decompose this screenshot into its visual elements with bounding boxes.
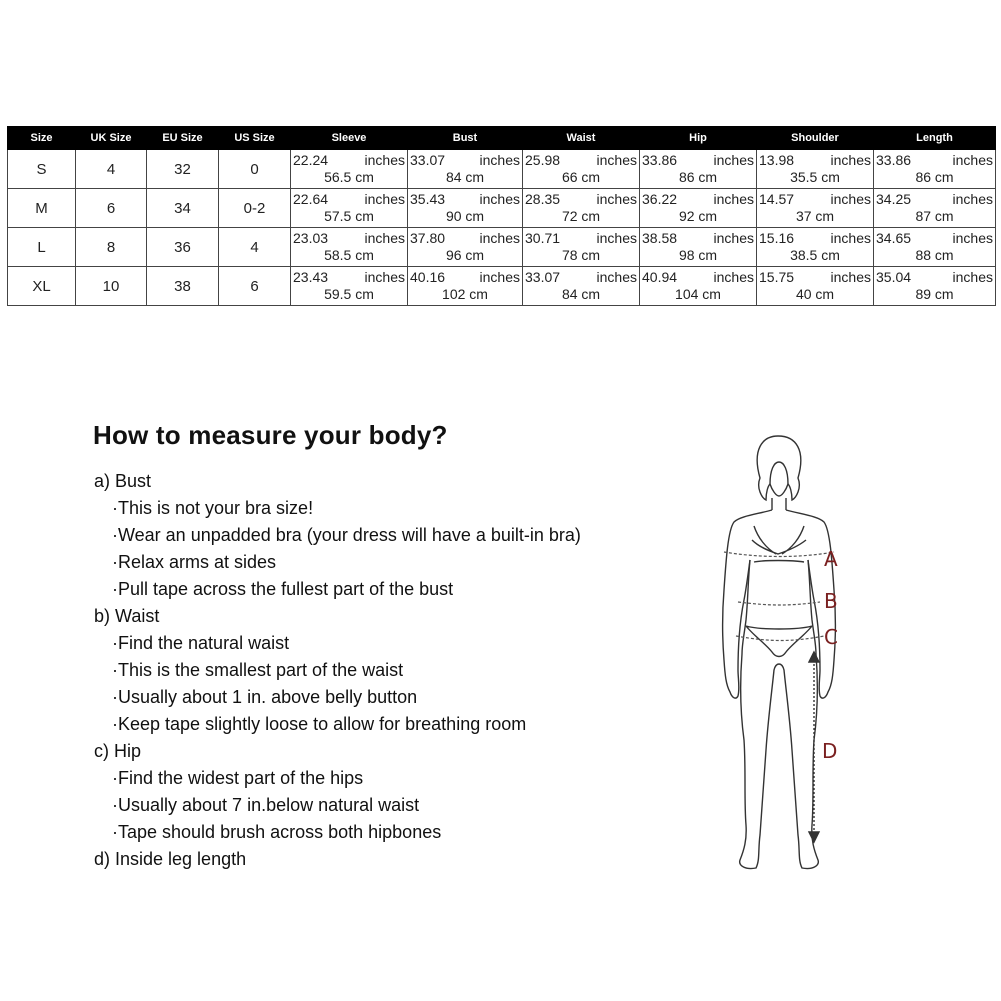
hip-cell [640,267,757,306]
bust-inches: 35.43 inches [410,191,520,207]
guide-item: ·Pull tape across the fullest part of the bust [112,579,454,599]
size-cell: XL [8,267,76,306]
waist-cm: 66 cm [561,169,601,185]
bust-inches: 40.16 inches [410,269,520,285]
sleeve-inches: 23.03 inches [293,230,405,246]
guide-item: ·Wear an unpadded bra (your dress will have a built-in bra) [112,525,581,545]
hip-cell [640,189,757,228]
waist-cell [523,189,640,228]
guide-item: ·This is the smallest part of the waist [112,660,404,680]
table-row [8,267,996,306]
shoulder-inches: 13.98 inches [759,152,871,168]
header-waist: Waist [523,127,640,150]
sleeve-inches: 22.64 inches [293,191,405,207]
sleeve-cell [291,228,408,267]
shoulder-cell [757,150,874,189]
us-cell: 6 [219,267,291,306]
shoulder-cm: 40 cm [795,286,835,302]
guide-section-heading: a) Bust [94,471,152,491]
size-chart-table [7,126,996,306]
waist-inches: 28.35 inches [525,191,637,207]
guide-item: ·Keep tape slightly loose to allow for breathing room [112,714,527,734]
header-size: Size [8,127,76,150]
hip-cm: 86 cm [678,169,718,185]
length-cm: 89 cm [915,286,954,302]
label-d: D [822,739,838,763]
us-cell: 0-2 [219,189,291,228]
hip-cm: 104 cm [675,286,721,302]
bust-cell [408,150,523,189]
uk-cell: 8 [76,228,147,267]
waist-inches: 33.07 inches [525,269,637,285]
header-sleeve: Sleeve [291,127,408,150]
bust-cm: 84 cm [445,169,485,185]
header-hip: Hip [640,127,757,150]
shoulder-inches: 15.16 inches [759,230,871,246]
bust-cm: 102 cm [442,286,488,302]
hip-cell [640,150,757,189]
shoulder-cm: 38.5 cm [790,247,840,263]
sleeve-cm: 59.5 cm [324,286,374,302]
figure-head [757,436,801,500]
waist-cell [523,150,640,189]
shoulder-inches: 14.57 inches [759,191,871,207]
waist-measure-line [738,602,820,605]
shoulder-cm: 37 cm [795,208,835,224]
hip-cell [640,228,757,267]
table-row [8,150,996,189]
hip-inches: 38.58 inches [642,230,754,246]
shoulder-cell [757,267,874,306]
guide-item: ·Usually about 1 in. above belly button [112,687,418,707]
size-cell: M [8,189,76,228]
guide-item: ·Find the natural waist [112,633,290,653]
header-eu-size: EU Size [147,127,219,150]
sleeve-cm: 58.5 cm [324,247,374,263]
waist-inches: 25.98 inches [525,152,637,168]
length-cell [874,267,996,306]
waist-cell [523,228,640,267]
figure-legs [740,654,819,869]
body-measurement-figure-icon [700,430,870,880]
waist-cm: 84 cm [561,286,601,302]
size-cell: S [8,150,76,189]
sleeve-cell [291,267,408,306]
uk-cell: 6 [76,189,147,228]
hip-inches: 40.94 inches [642,269,754,285]
length-inches: 34.25 inches [876,191,993,207]
header-length: Length [874,127,996,150]
length-inches: 35.04 inches [876,269,993,285]
eu-cell: 32 [147,150,219,189]
bust-cell [408,267,523,306]
eu-cell: 36 [147,228,219,267]
sleeve-inches: 23.43 inches [293,269,405,285]
bust-cell [408,228,523,267]
size-chart-header-row [8,127,996,150]
waist-inches: 30.71 inches [525,230,637,246]
bust-inches: 33.07 inches [410,152,520,168]
hip-cm: 92 cm [678,208,718,224]
header-us-size: US Size [219,127,291,150]
header-shoulder: Shoulder [757,127,874,150]
shoulder-cell [757,189,874,228]
header-uk-size: UK Size [76,127,147,150]
sleeve-cm: 57.5 cm [324,208,374,224]
guide-item: ·Usually about 7 in.below natural waist [112,795,420,815]
sleeve-cell [291,189,408,228]
length-inches: 34.65 inches [876,230,993,246]
label-a: A [824,547,838,571]
sleeve-cell [291,150,408,189]
hip-inches: 33.86 inches [642,152,754,168]
uk-cell: 10 [76,267,147,306]
length-cm: 88 cm [915,247,954,263]
bust-cm: 96 cm [445,247,485,263]
guide-title: How to measure your body? [93,420,448,450]
shoulder-inches: 15.75 inches [759,269,871,285]
us-cell: 4 [219,228,291,267]
us-cell: 0 [219,150,291,189]
hip-cm: 98 cm [678,247,718,263]
length-cm: 86 cm [915,169,954,185]
table-row [8,228,996,267]
length-cell [874,228,996,267]
measurement-guide [94,468,694,873]
eu-cell: 38 [147,267,219,306]
guide-item: ·Relax arms at sides [112,552,277,572]
length-cell [874,189,996,228]
length-inches: 33.86 inches [876,152,993,168]
table-row [8,189,996,228]
header-bust: Bust [408,127,523,150]
figure-torso [742,560,816,654]
bust-inches: 37.80 inches [410,230,520,246]
waist-cm: 78 cm [561,247,601,263]
bust-cm: 90 cm [445,208,485,224]
label-b: B [824,589,838,613]
guide-item: ·Find the widest part of the hips [112,768,364,788]
sleeve-cm: 56.5 cm [324,169,374,185]
uk-cell: 4 [76,150,147,189]
eu-cell: 34 [147,189,219,228]
guide-section-heading: b) Waist [94,606,160,626]
guide-section-heading: c) Hip [94,741,142,761]
bust-cell [408,189,523,228]
length-cm: 87 cm [915,208,954,224]
size-cell: L [8,228,76,267]
shoulder-cell [757,228,874,267]
waist-cm: 72 cm [561,208,601,224]
length-cell [874,150,996,189]
waist-cell [523,267,640,306]
guide-item: ·Tape should brush across both hipbones [112,822,442,842]
hip-inches: 36.22 inches [642,191,754,207]
shoulder-cm: 35.5 cm [790,169,840,185]
guide-section-heading: d) Inside leg length [94,849,247,869]
label-c: C [824,625,838,649]
sleeve-inches: 22.24 inches [293,152,405,168]
hip-measure-line [736,636,824,641]
guide-item: ·This is not your bra size! [112,498,314,518]
